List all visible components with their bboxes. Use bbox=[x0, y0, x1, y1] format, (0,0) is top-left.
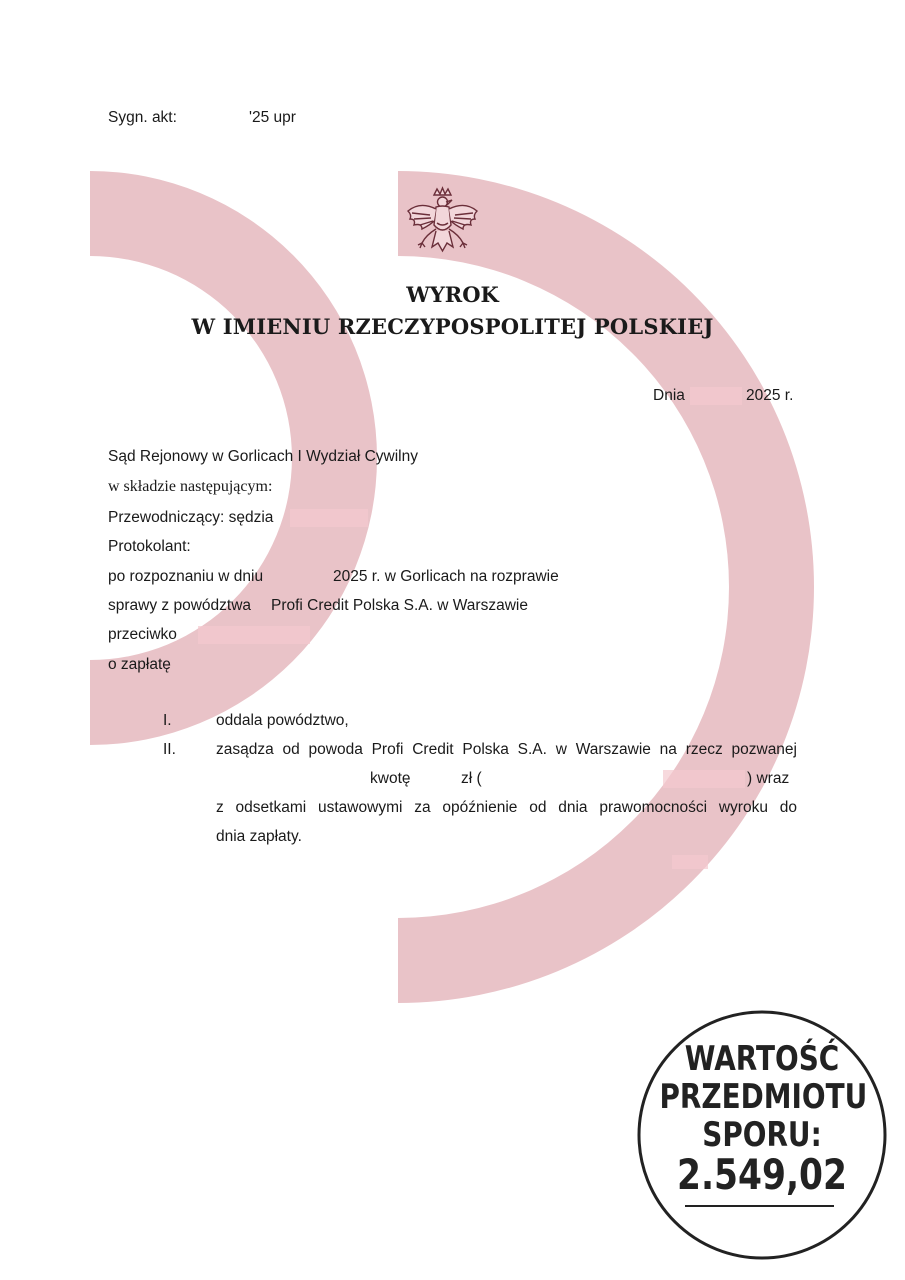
ruling-2-currency: zł ( bbox=[461, 770, 482, 787]
polish-eagle-icon bbox=[400, 185, 485, 270]
date-suffix: 2025 r. bbox=[746, 387, 794, 404]
composition-label: w składzie następującym: bbox=[108, 478, 273, 495]
badge-line-2: PRZEDMIOTU bbox=[659, 1077, 868, 1117]
badge-line-1: WARTOŚĆ bbox=[684, 1039, 840, 1079]
redaction-signature bbox=[672, 855, 708, 869]
against-label: przeciwko bbox=[108, 626, 177, 643]
hearing-text-b: 2025 r. w Gorlicach na rozprawie bbox=[333, 568, 559, 585]
redaction-defendant bbox=[198, 626, 310, 644]
hearing-text-a: po rozpoznaniu w dniu bbox=[108, 568, 264, 585]
clerk-label: Protokolant: bbox=[108, 538, 191, 555]
date-prefix: Dnia bbox=[653, 387, 685, 404]
chair-label: Przewodniczący: sędzia bbox=[108, 509, 274, 526]
ruling-2-line3: z odsetkami ustawowymi za opóźnienie od dnia prawomocności wyroku do bbox=[216, 799, 797, 816]
ruling-2-line4: dnia zapłaty. bbox=[216, 828, 302, 845]
ruling-1-number: I. bbox=[163, 712, 172, 729]
case-prefix: sprawy z powództwa bbox=[108, 597, 252, 614]
case-signature-label: Sygn. akt: bbox=[108, 109, 177, 126]
subject-label: o zapłatę bbox=[108, 656, 171, 673]
judgment-subtitle: W IMIENIU RZECZYPOSPOLITEJ POLSKIEJ bbox=[191, 314, 714, 339]
ruling-2-number: II. bbox=[163, 741, 176, 758]
judgment-title: WYROK bbox=[406, 282, 499, 307]
plaintiff-name: Profi Credit Polska S.A. w Warszawie bbox=[271, 597, 528, 614]
case-signature-value: '25 upr bbox=[249, 109, 296, 126]
ruling-2-amount-label: kwotę bbox=[370, 770, 411, 787]
ruling-2-amount-tail: ) wraz bbox=[747, 770, 790, 787]
ruling-2-line1: zasądza od powoda Profi Credit Polska S.A. w Warszawie na rzecz pozwanej bbox=[216, 741, 797, 758]
redaction-judge bbox=[290, 509, 368, 527]
badge-value: 2.549,02 bbox=[677, 1150, 847, 1199]
dispute-value-badge bbox=[637, 1006, 887, 1266]
badge-line-3: SPORU: bbox=[702, 1115, 822, 1155]
court-name: Sąd Rejonowy w Gorlicach I Wydział Cywilny bbox=[108, 448, 418, 465]
ruling-1-text: oddala powództwo, bbox=[216, 712, 349, 729]
redaction-amount-words bbox=[663, 770, 745, 788]
redaction-date bbox=[690, 387, 742, 405]
